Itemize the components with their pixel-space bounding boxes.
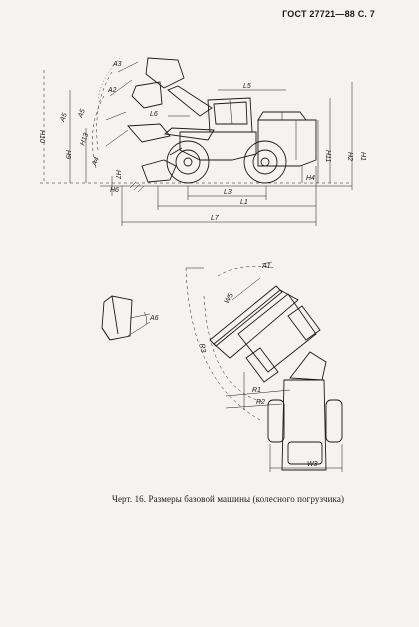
figure-caption: Черт. 16. Размеры базовой машины (колесного погрузчика) [112,494,345,504]
label-h10: H10 [38,130,45,143]
label-a8: А5 [77,108,87,119]
label-h4: H4 [306,175,315,182]
label-r1: R1 [252,387,261,394]
page-header: ГОСТ 27721—88 С. 7 [282,9,375,19]
bucket-detail [102,296,159,340]
label-w3: W3 [307,461,318,468]
label-h11: H11 [324,150,331,163]
label-a2: А2 [108,87,117,94]
label-a5: А5 [59,112,69,123]
label-r2: R2 [256,399,265,406]
label-h1: H1 [359,152,366,161]
label-l1: L1 [240,199,248,206]
label-h2: H2 [346,152,353,161]
label-l5: L5 [243,83,251,90]
loader-side-view [38,58,366,226]
label-l7: L7 [211,215,219,222]
label-a3: А3 [113,61,122,68]
label-h7: H7 [114,170,121,179]
label-h13: H13 [79,132,91,147]
label-a6: A6 [150,315,159,322]
label-a4: А4 [91,156,101,167]
label-w5: W5 [223,292,235,305]
label-l3: L3 [224,189,232,196]
label-l6: L6 [150,111,158,118]
label-top-a1: A1 [262,263,271,270]
label-h6: H6 [110,187,119,194]
label-r3: R3 [198,343,207,354]
label-h9: H9 [64,150,71,159]
loader-top-view [186,262,342,472]
